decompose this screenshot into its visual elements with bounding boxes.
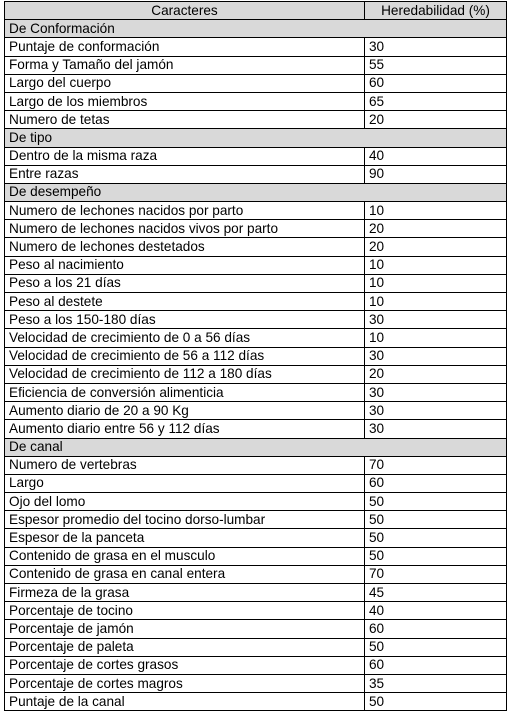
heritability-value: 60 bbox=[365, 656, 507, 674]
table-row bbox=[5, 220, 507, 238]
trait-name: Aumento diario de 20 a 90 Kg bbox=[5, 402, 365, 420]
heritability-value: 30 bbox=[365, 402, 507, 420]
section-row bbox=[5, 20, 507, 38]
heritability-value: 20 bbox=[365, 238, 507, 256]
heritability-value: 50 bbox=[365, 511, 507, 529]
section-row bbox=[5, 183, 507, 201]
section-row bbox=[5, 129, 507, 147]
table-header bbox=[5, 2, 507, 20]
heritability-value: 10 bbox=[365, 293, 507, 311]
trait-name: Contenido de grasa en el musculo bbox=[5, 547, 365, 565]
table-row bbox=[5, 474, 507, 492]
header-caracteres: Caracteres bbox=[5, 2, 365, 20]
header-heredabilidad: Heredabilidad (%) bbox=[365, 2, 507, 20]
trait-name: Puntaje de la canal bbox=[5, 693, 365, 711]
table-row bbox=[5, 638, 507, 656]
trait-name: Numero de tetas bbox=[5, 111, 365, 129]
trait-name: Porcentaje de tocino bbox=[5, 602, 365, 620]
table-body bbox=[5, 20, 507, 711]
trait-name: Porcentaje de paleta bbox=[5, 638, 365, 656]
heritability-value: 50 bbox=[365, 493, 507, 511]
trait-name: Dentro de la misma raza bbox=[5, 147, 365, 165]
table-row bbox=[5, 274, 507, 292]
trait-name: Largo del cuerpo bbox=[5, 74, 365, 92]
trait-name: Aumento diario entre 56 y 112 días bbox=[5, 420, 365, 438]
trait-name: Peso a los 150-180 días bbox=[5, 311, 365, 329]
heritability-value: 40 bbox=[365, 147, 507, 165]
heritability-value: 70 bbox=[365, 565, 507, 583]
trait-name: Ojo del lomo bbox=[5, 493, 365, 511]
trait-name: Contenido de grasa en canal entera bbox=[5, 565, 365, 583]
trait-name: Velocidad de crecimiento de 56 a 112 días bbox=[5, 347, 365, 365]
table-row bbox=[5, 547, 507, 565]
heritability-value: 60 bbox=[365, 620, 507, 638]
table-row bbox=[5, 111, 507, 129]
section-title: De Conformación bbox=[5, 20, 507, 38]
trait-name: Numero de lechones destetados bbox=[5, 238, 365, 256]
trait-name: Largo bbox=[5, 474, 365, 492]
table-row bbox=[5, 74, 507, 92]
trait-name: Peso al nacimiento bbox=[5, 256, 365, 274]
heritability-value: 50 bbox=[365, 693, 507, 711]
table-row bbox=[5, 584, 507, 602]
trait-name: Velocidad de crecimiento de 0 a 56 días bbox=[5, 329, 365, 347]
table-row bbox=[5, 456, 507, 474]
section-title: De tipo bbox=[5, 129, 507, 147]
trait-name: Eficiencia de conversión alimenticia bbox=[5, 383, 365, 401]
heritability-value: 10 bbox=[365, 202, 507, 220]
table-row bbox=[5, 238, 507, 256]
table-row bbox=[5, 693, 507, 711]
trait-name: Forma y Tamaño del jamón bbox=[5, 56, 365, 74]
heritability-value: 30 bbox=[365, 38, 507, 56]
heritability-value: 60 bbox=[365, 74, 507, 92]
table-row bbox=[5, 402, 507, 420]
trait-name: Entre razas bbox=[5, 165, 365, 183]
table-row bbox=[5, 293, 507, 311]
heritability-value: 30 bbox=[365, 420, 507, 438]
table-row bbox=[5, 56, 507, 74]
table-row bbox=[5, 347, 507, 365]
trait-name: Peso al destete bbox=[5, 293, 365, 311]
trait-name: Numero de lechones nacidos vivos por parto bbox=[5, 220, 365, 238]
heritability-value: 10 bbox=[365, 274, 507, 292]
section-title: De canal bbox=[5, 438, 507, 456]
table-row bbox=[5, 674, 507, 692]
trait-name: Porcentaje de jamón bbox=[5, 620, 365, 638]
table-row bbox=[5, 529, 507, 547]
trait-name: Numero de vertebras bbox=[5, 456, 365, 474]
table-row bbox=[5, 420, 507, 438]
table-row bbox=[5, 565, 507, 583]
table-row bbox=[5, 329, 507, 347]
table-row bbox=[5, 383, 507, 401]
section-row bbox=[5, 438, 507, 456]
heritability-value: 35 bbox=[365, 674, 507, 692]
table-row bbox=[5, 511, 507, 529]
table-row bbox=[5, 620, 507, 638]
header-row bbox=[5, 2, 507, 20]
table-row bbox=[5, 311, 507, 329]
trait-name: Largo de los miembros bbox=[5, 92, 365, 110]
heritability-table bbox=[4, 1, 507, 711]
trait-name: Espesor promedio del tocino dorso-lumbar bbox=[5, 511, 365, 529]
heritability-value: 20 bbox=[365, 111, 507, 129]
table-row bbox=[5, 202, 507, 220]
trait-name: Espesor de la panceta bbox=[5, 529, 365, 547]
trait-name: Porcentaje de cortes magros bbox=[5, 674, 365, 692]
table-row bbox=[5, 147, 507, 165]
table-row bbox=[5, 92, 507, 110]
table-row bbox=[5, 365, 507, 383]
heritability-value: 60 bbox=[365, 474, 507, 492]
heritability-value: 50 bbox=[365, 529, 507, 547]
table-row bbox=[5, 38, 507, 56]
heritability-value: 45 bbox=[365, 584, 507, 602]
trait-name: Firmeza de la grasa bbox=[5, 584, 365, 602]
table-row bbox=[5, 602, 507, 620]
heritability-value: 30 bbox=[365, 347, 507, 365]
section-title: De desempeño bbox=[5, 183, 507, 201]
heritability-value: 20 bbox=[365, 365, 507, 383]
trait-name: Puntaje de conformación bbox=[5, 38, 365, 56]
heritability-value: 50 bbox=[365, 547, 507, 565]
heritability-value: 50 bbox=[365, 638, 507, 656]
table-row bbox=[5, 493, 507, 511]
heritability-value: 70 bbox=[365, 456, 507, 474]
heritability-value: 10 bbox=[365, 256, 507, 274]
heritability-value: 65 bbox=[365, 92, 507, 110]
trait-name: Numero de lechones nacidos por parto bbox=[5, 202, 365, 220]
table-row bbox=[5, 656, 507, 674]
heritability-value: 55 bbox=[365, 56, 507, 74]
heritability-value: 20 bbox=[365, 220, 507, 238]
heritability-value: 30 bbox=[365, 383, 507, 401]
table-row bbox=[5, 256, 507, 274]
table-row bbox=[5, 165, 507, 183]
trait-name: Porcentaje de cortes grasos bbox=[5, 656, 365, 674]
heritability-value: 10 bbox=[365, 329, 507, 347]
heritability-value: 30 bbox=[365, 311, 507, 329]
trait-name: Velocidad de crecimiento de 112 a 180 días bbox=[5, 365, 365, 383]
trait-name: Peso a los 21 días bbox=[5, 274, 365, 292]
heritability-value: 90 bbox=[365, 165, 507, 183]
heritability-value: 40 bbox=[365, 602, 507, 620]
